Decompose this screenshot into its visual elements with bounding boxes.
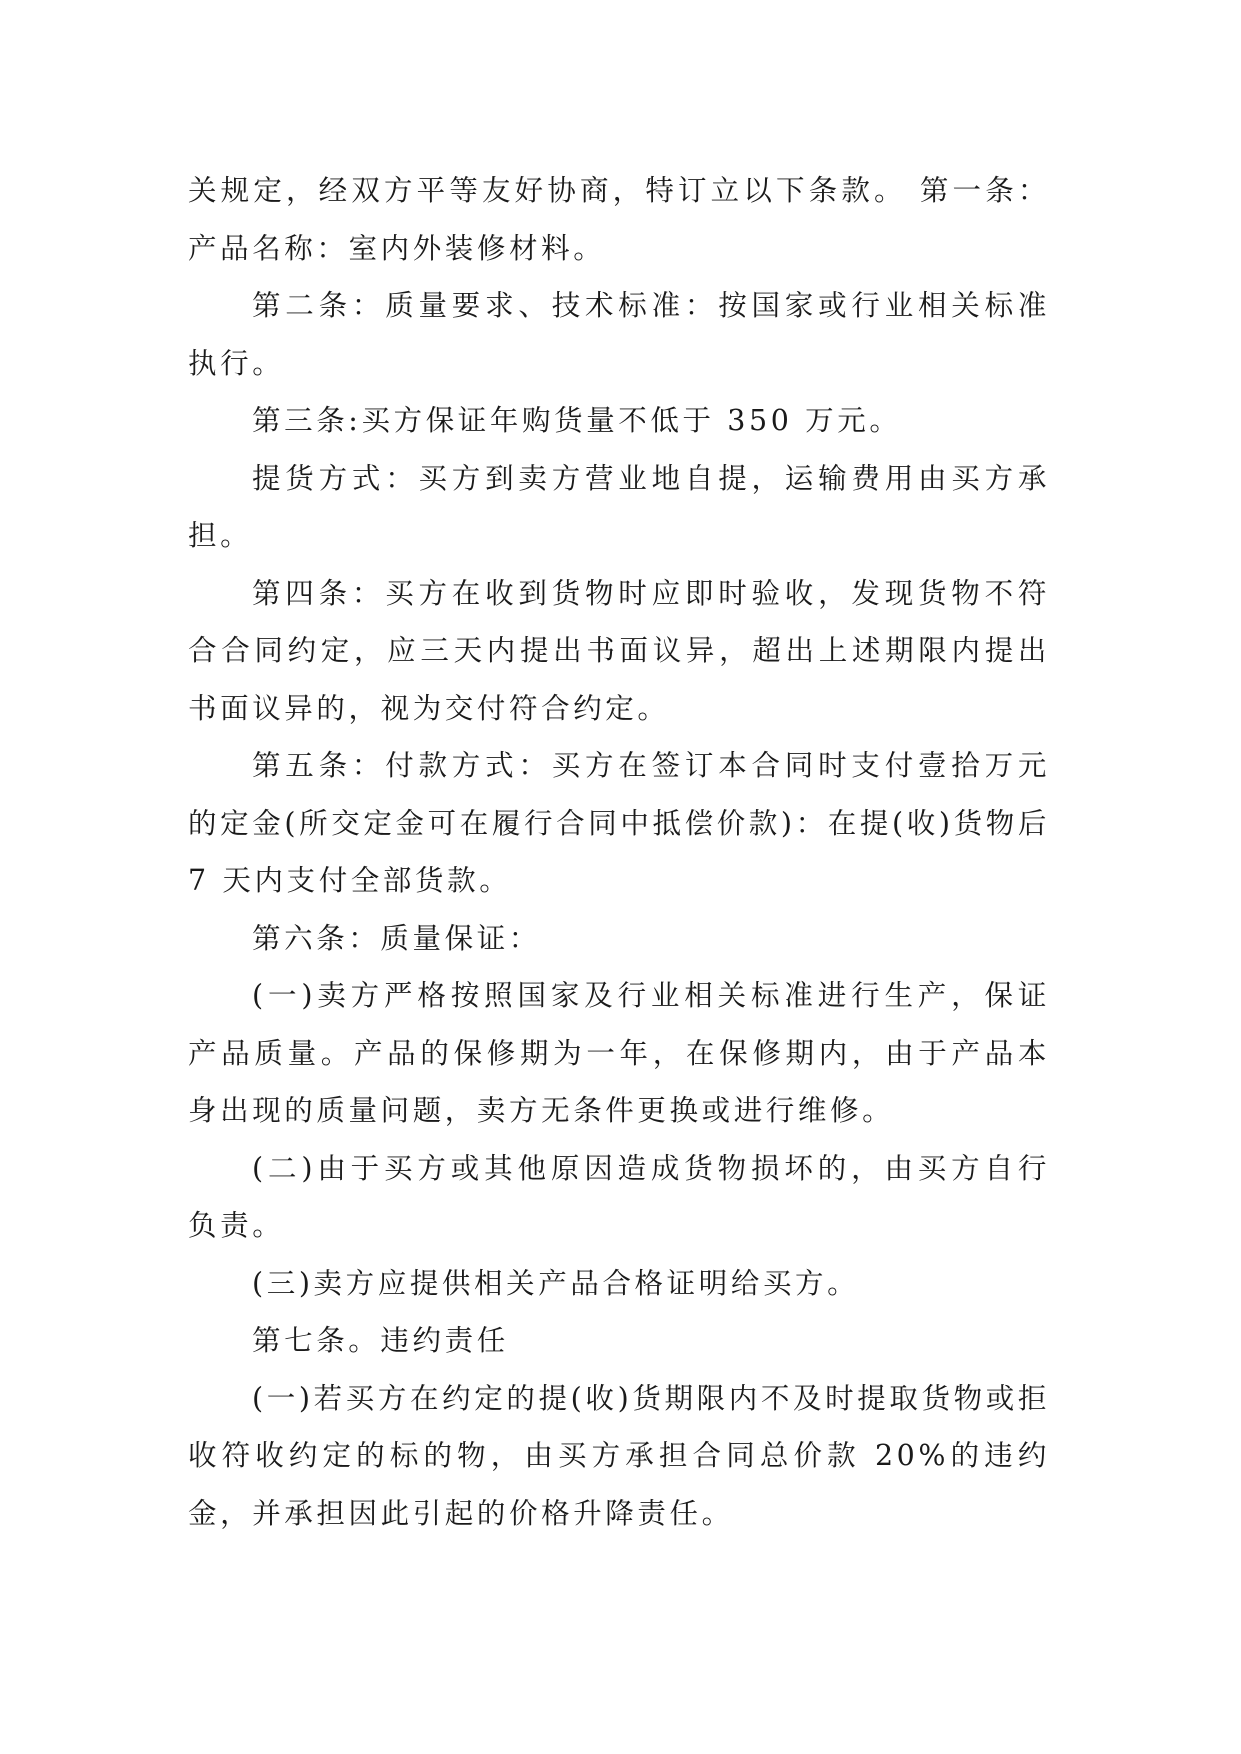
paragraph-article-5: 第五条：付款方式：买方在签订本合同时支付壹拾万元的定金(所交定金可在履行合同中抵偿价款)：在提(收)货物后 7 天内支付全部货款。 bbox=[188, 749, 1050, 897]
paragraph-article-6-item-3: (三)卖方应提供相关产品合格证明给买方。 bbox=[252, 1266, 860, 1300]
paragraph-article-6-item-2: (二)由于买方或其他原因造成货物损坏的，由买方自行负责。 bbox=[188, 1151, 1050, 1242]
document-body bbox=[188, 162, 1050, 1542]
paragraph-article-7-item-1: (一)若买方在约定的提(收)货期限内不及时提取货物或拒收符收约定的标的物，由买方承担合同总价款 20%的违约金，并承担因此引起的价格升降责任。 bbox=[188, 1381, 1050, 1530]
paragraph-article-6: 第六条：质量保证： bbox=[252, 921, 541, 955]
paragraph-delivery-method: 提货方式：买方到卖方营业地自提，运输费用由买方承担。 bbox=[188, 461, 1050, 552]
paragraph-article-2: 第二条：质量要求、技术标准：按国家或行业相关标准执行。 bbox=[188, 289, 1050, 380]
paragraph-article-4: 第四条：买方在收到货物时应即时验收，发现货物不符合合同约定，应三天内提出书面议异，超出上述期限内提出书面议异的，视为交付符合约定。 bbox=[188, 576, 1050, 725]
paragraph-article-6-item-1: (一)卖方严格按照国家及行业相关标准进行生产，保证产品质量。产品的保修期为一年，在保修期内，由于产品本身出现的质量问题，卖方无条件更换或进行维修。 bbox=[188, 979, 1050, 1127]
paragraph-article-7: 第七条。违约责任 bbox=[252, 1324, 509, 1357]
paragraph-article-3: 第三条:买方保证年购货量不低于 350 万元。 bbox=[252, 404, 902, 437]
paragraph-intro-article-1: 关规定，经双方平等友好协商，特订立以下条款。 第一条：产品名称：室内外装修材料。 bbox=[188, 174, 1050, 265]
